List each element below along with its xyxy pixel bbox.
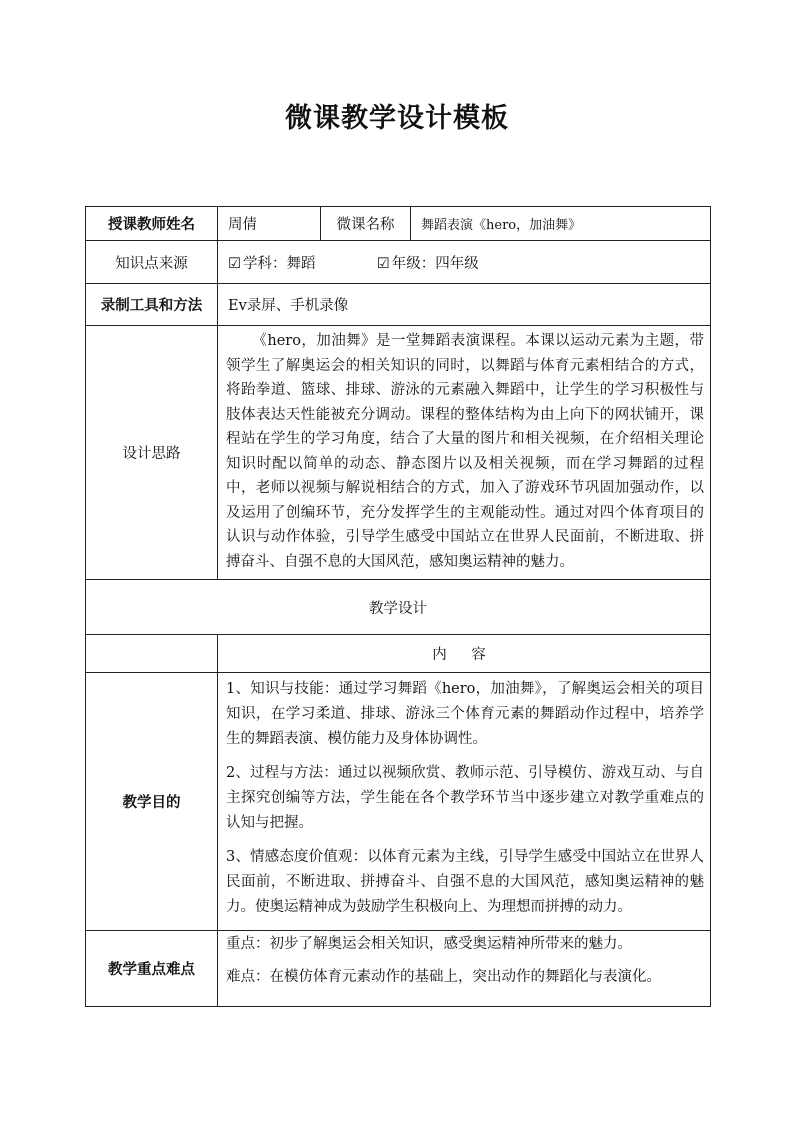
row-design (86, 326, 711, 580)
design-text-cell (218, 326, 711, 580)
tools-label: 录制工具和方法 (86, 284, 218, 326)
tools-value: Ev录屏、手机录像 (218, 284, 711, 326)
subject-checkbox-icon: ☑ (228, 255, 241, 272)
goals-label: 教学目的 (86, 673, 218, 931)
key-focus: 重点：初步了解奥运会相关知识，感受奥运精神所带来的魅力。 (226, 936, 632, 952)
content-header: 内 容 (218, 635, 711, 673)
course-label: 微课名称 (321, 207, 411, 241)
keys-cell (218, 931, 711, 1007)
page-title: 微课教学设计模板 (285, 103, 509, 134)
design-text: 《hero，加油舞》是一堂舞蹈表演课程。本课以运动元素为主题，带领学生了解奥运会的相关知识的同时，以舞蹈与体育元素相结合的方式，将跆拳道、篮球、排球、游泳的元素融入舞蹈中，让学生的学习积极性与肢体表达天性能被充分调动。课程的整体结构为由上向下的网状铺开，课程站在学生的学习角度，结合了大量的图片和相关视频，在介绍相关理论知识时配以简单的动态、静态图片以及相关视频，而在学习舞蹈的过程中，老师以视频与解说相结合的方式，加入了游戏环节巩固加强动作，以及运用了创编环节，充分发挥学生的主观能动性。通过对四个体育项目的认识与动作体验，引导学生感受中国站立在世界人民面前，不断进取、拼搏奋斗、自强不息的大国风范，感知奥运精神的魅力。 (226, 333, 704, 570)
row-content-header (86, 635, 711, 673)
row-goals (86, 673, 711, 931)
grade-text: 年级：四年级 (391, 255, 479, 272)
teacher-label: 授课教师姓名 (86, 207, 218, 241)
key-difficulty: 难点：在模仿体育元素动作的基础上，突出动作的舞蹈化与表演化。 (226, 969, 661, 985)
keys-label: 教学重点难点 (86, 931, 218, 1007)
goal-item-1: 1、知识与技能：通过学习舞蹈《hero，加油舞》，了解奥运会相关的项目知识，在学习柔道、排球、游泳三个体育元素的舞蹈动作过程中，培养学生的舞蹈表演、模仿能力及身体协调性。 (226, 681, 704, 747)
source-label: 知识点来源 (86, 241, 218, 284)
grade-checkbox-icon: ☑ (376, 255, 390, 272)
course-value: 舞蹈表演《hero，加油舞》 (411, 207, 711, 241)
row-source (86, 241, 711, 284)
teacher-value: 周倩 (218, 207, 321, 241)
content-header-blank (86, 635, 218, 673)
lesson-design-table (85, 206, 711, 1007)
source-value (218, 241, 711, 284)
goal-item-2: 2、过程与方法：通过以视频欣赏、教师示范、引导模仿、游戏互动、与自主探究创编等方法，学生能在各个教学环节当中逐步建立对教学重难点的认知与把握。 (226, 765, 704, 831)
row-tools (86, 284, 711, 326)
row-teaching-section (86, 580, 711, 635)
goals-cell (218, 673, 711, 931)
goal-item-3: 3、情感态度价值观：以体育元素为主线，引导学生感受中国站立在世界人民面前，不断进取、拼搏奋斗、自强不息的大国风范，感知奥运精神的魅力。使奥运精神成为鼓励学生积极向上、为理想而拼搏的动力。 (226, 849, 704, 915)
row-keys (86, 931, 711, 1007)
row-teacher (86, 207, 711, 241)
design-label: 设计思路 (86, 326, 218, 580)
teaching-section-title: 教学设计 (86, 580, 711, 635)
subject-text: 学科：舞蹈 (243, 255, 316, 272)
